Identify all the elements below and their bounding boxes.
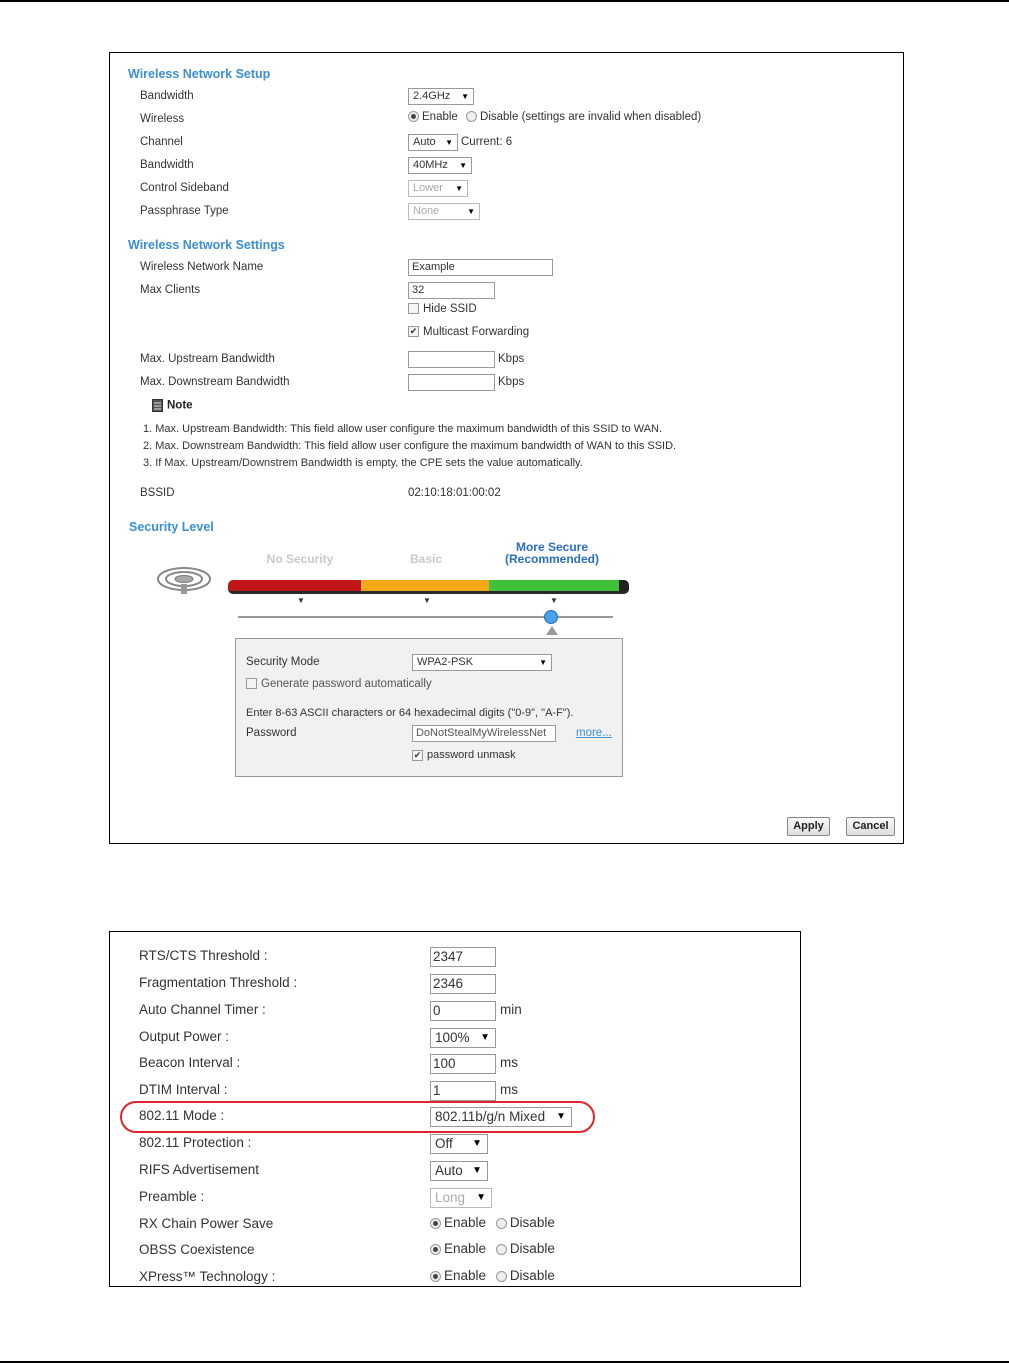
dropdown-arrow-icon: ▼ xyxy=(480,1032,490,1043)
level-bar-orange xyxy=(361,580,489,594)
channel-bandwidth-select[interactable]: 40MHz ▼ xyxy=(408,157,472,174)
sideband-select[interactable]: Lower ▼ xyxy=(408,180,468,197)
upstream-input[interactable] xyxy=(408,351,495,368)
protection-label: 802.11 Protection : xyxy=(139,1135,252,1150)
more-link[interactable]: more... xyxy=(576,727,612,739)
note-line-1: 1. Max. Upstream Bandwidth: This field allow user configure the maximum bandwidth of this SSID to WAN. xyxy=(143,423,663,435)
rts-input[interactable]: 2347 xyxy=(430,947,496,967)
xpress-enable-label: Enable xyxy=(444,1268,487,1283)
dropdown-arrow-icon: ▼ xyxy=(467,207,475,216)
bandwidth2-label: Bandwidth xyxy=(140,159,194,171)
level-more-secure-line1: More Secure xyxy=(515,540,589,554)
beacon-unit: ms xyxy=(500,1055,518,1070)
note-header xyxy=(152,399,193,412)
sideband-label: Control Sideband xyxy=(140,182,229,194)
generate-label: Generate password automatically xyxy=(261,678,432,690)
cancel-button[interactable]: Cancel xyxy=(846,817,895,836)
act-unit: min xyxy=(500,1002,522,1017)
dtim-unit: ms xyxy=(500,1082,518,1097)
act-input[interactable]: 0 xyxy=(430,1001,496,1021)
dtim-label: DTIM Interval : xyxy=(139,1082,228,1097)
marker-arrow-icon: ▼ xyxy=(423,596,431,605)
xpress-enable-radio[interactable] xyxy=(430,1271,441,1282)
act-label: Auto Channel Timer : xyxy=(139,1002,266,1017)
xpress-radio-group xyxy=(430,1268,555,1283)
obss-enable-label: Enable xyxy=(444,1241,487,1256)
level-bar-end xyxy=(619,580,629,594)
dropdown-arrow-icon: ▼ xyxy=(556,1111,566,1122)
password-input[interactable]: DoNotStealMyWirelessNet xyxy=(412,725,556,742)
obss-disable-radio[interactable] xyxy=(496,1244,507,1255)
rx-enable-radio[interactable] xyxy=(430,1218,441,1229)
level-bar-green xyxy=(489,580,619,594)
multicast-row xyxy=(408,326,529,338)
hide-ssid-row xyxy=(408,303,477,315)
bandwidth-select[interactable]: 2.4GHz ▼ xyxy=(408,88,474,105)
channel-current: Current: 6 xyxy=(461,136,513,148)
max-clients-input[interactable]: 32 xyxy=(408,282,495,299)
security-box-pointer xyxy=(546,626,558,635)
bssid-label: BSSID xyxy=(140,487,175,499)
dropdown-arrow-icon: ▼ xyxy=(472,1138,482,1149)
generate-row xyxy=(246,678,432,690)
wireless-setup-panel xyxy=(109,52,904,844)
wireless-enable-radio[interactable] xyxy=(408,111,419,122)
bssid-value: 02:10:18:01:00:02 xyxy=(408,487,501,499)
max-clients-label: Max Clients xyxy=(140,284,201,296)
downstream-unit: Kbps xyxy=(498,376,525,388)
upstream-label: Max. Upstream Bandwidth xyxy=(140,353,275,365)
unmask-row xyxy=(412,749,516,761)
level-basic[interactable]: Basic xyxy=(409,552,443,566)
unmask-checkbox[interactable]: ✔ xyxy=(413,749,422,760)
dropdown-arrow-icon: ▼ xyxy=(472,1165,482,1176)
note-line-2: 2. Max. Downstream Bandwidth: This field allow user configure the maximum bandwidth of WAN to this SSID. xyxy=(143,440,677,452)
obss-radio-group xyxy=(430,1241,555,1256)
settings-section-title: Wireless Network Settings xyxy=(128,238,285,252)
hide-ssid-checkbox[interactable] xyxy=(408,303,419,314)
power-label: Output Power : xyxy=(139,1029,230,1044)
generate-checkbox[interactable] xyxy=(246,678,257,689)
dropdown-arrow-icon: ▼ xyxy=(455,184,463,193)
obss-label: OBSS Coexistence xyxy=(139,1242,255,1257)
multicast-checkbox[interactable]: ✔ xyxy=(409,326,418,337)
multicast-label: Multicast Forwarding xyxy=(423,326,530,338)
downstream-label: Max. Downstream Bandwidth xyxy=(140,376,290,388)
mode-label: 802.11 Mode : xyxy=(139,1108,225,1123)
dropdown-arrow-icon: ▼ xyxy=(476,1192,486,1203)
beacon-label: Beacon Interval : xyxy=(139,1055,241,1070)
dropdown-arrow-icon: ▼ xyxy=(459,161,467,170)
power-select[interactable]: 100% ▼ xyxy=(430,1028,496,1048)
obss-disable-label: Disable xyxy=(509,1241,555,1256)
security-slider-handle[interactable] xyxy=(544,610,558,624)
marker-arrow-icon: ▼ xyxy=(550,596,558,605)
rx-disable-radio[interactable] xyxy=(496,1218,507,1229)
top-rule xyxy=(0,0,1009,2)
channel-label: Channel xyxy=(140,136,183,148)
setup-section-title: Wireless Network Setup xyxy=(128,67,271,81)
frag-input[interactable]: 2346 xyxy=(430,974,496,994)
downstream-input[interactable] xyxy=(408,374,495,391)
security-mode-label: Security Mode xyxy=(246,656,320,668)
rifs-select[interactable]: Auto ▼ xyxy=(430,1161,488,1181)
apply-button[interactable]: Apply xyxy=(787,817,830,836)
xpress-disable-radio[interactable] xyxy=(496,1271,507,1282)
wireless-disable-radio[interactable] xyxy=(466,111,477,122)
bandwidth-label: Bandwidth xyxy=(140,90,194,102)
network-name-label: Wireless Network Name xyxy=(140,261,264,273)
wireless-radio-group xyxy=(408,111,701,123)
password-label: Password xyxy=(246,727,297,739)
network-name-input[interactable]: Example xyxy=(408,259,553,276)
level-more-secure-line2: (Recommended) xyxy=(504,552,599,566)
rts-label: RTS/CTS Threshold : xyxy=(139,948,268,963)
mode-select[interactable]: 802.11b/g/n Mixed ▼ xyxy=(430,1107,572,1127)
dropdown-arrow-icon: ▼ xyxy=(461,92,469,101)
beacon-input[interactable]: 100 xyxy=(430,1054,496,1074)
dropdown-arrow-icon: ▼ xyxy=(445,138,453,147)
marker-arrow-icon: ▼ xyxy=(297,596,305,605)
rx-label: RX Chain Power Save xyxy=(139,1216,274,1231)
note-title: Note xyxy=(167,399,193,412)
xpress-label: XPress™ Technology : xyxy=(139,1269,276,1284)
protection-select[interactable]: Off ▼ xyxy=(430,1134,488,1154)
wireless-enable-label: Enable xyxy=(422,111,458,123)
note-icon xyxy=(152,399,163,412)
rifs-label: RIFS Advertisement xyxy=(139,1162,260,1177)
wireless-disable-label: Disable (settings are invalid when disabled) xyxy=(480,111,702,123)
note-line-3: 3. If Max. Upstream/Downstrem Bandwidth is empty, the CPE sets the value automatically. xyxy=(143,457,583,469)
security-section-title: Security Level xyxy=(129,520,214,534)
obss-enable-radio[interactable] xyxy=(430,1244,441,1255)
rx-enable-label: Enable xyxy=(444,1215,487,1230)
preamble-select[interactable]: Long ▼ xyxy=(430,1188,492,1208)
preamble-label: Preamble : xyxy=(139,1189,205,1204)
passphrase-select[interactable]: None ▼ xyxy=(408,203,480,220)
security-settings-box xyxy=(235,638,623,777)
dtim-input[interactable]: 1 xyxy=(430,1081,496,1101)
advanced-settings-panel xyxy=(109,931,801,1287)
upstream-unit: Kbps xyxy=(498,353,525,365)
hide-ssid-label: Hide SSID xyxy=(423,303,477,315)
unmask-label: password unmask xyxy=(427,749,516,761)
dropdown-arrow-icon: ▼ xyxy=(539,658,547,667)
rx-radio-group xyxy=(430,1215,555,1230)
level-no-security[interactable]: No Security xyxy=(266,552,334,566)
level-bar-red xyxy=(228,580,361,594)
router-icon xyxy=(156,563,212,597)
frag-label: Fragmentation Threshold : xyxy=(139,975,298,990)
wireless-label: Wireless xyxy=(140,113,185,125)
password-hint: Enter 8-63 ASCII characters or 64 hexadecimal digits ("0-9", "A-F"). xyxy=(246,707,574,719)
security-mode-select[interactable]: WPA2-PSK ▼ xyxy=(412,654,552,671)
xpress-disable-label: Disable xyxy=(509,1268,555,1283)
passphrase-label: Passphrase Type xyxy=(140,205,229,217)
channel-select[interactable]: Auto ▼ xyxy=(408,134,458,151)
level-more-secure[interactable] xyxy=(492,541,612,565)
rx-disable-label: Disable xyxy=(509,1215,555,1230)
